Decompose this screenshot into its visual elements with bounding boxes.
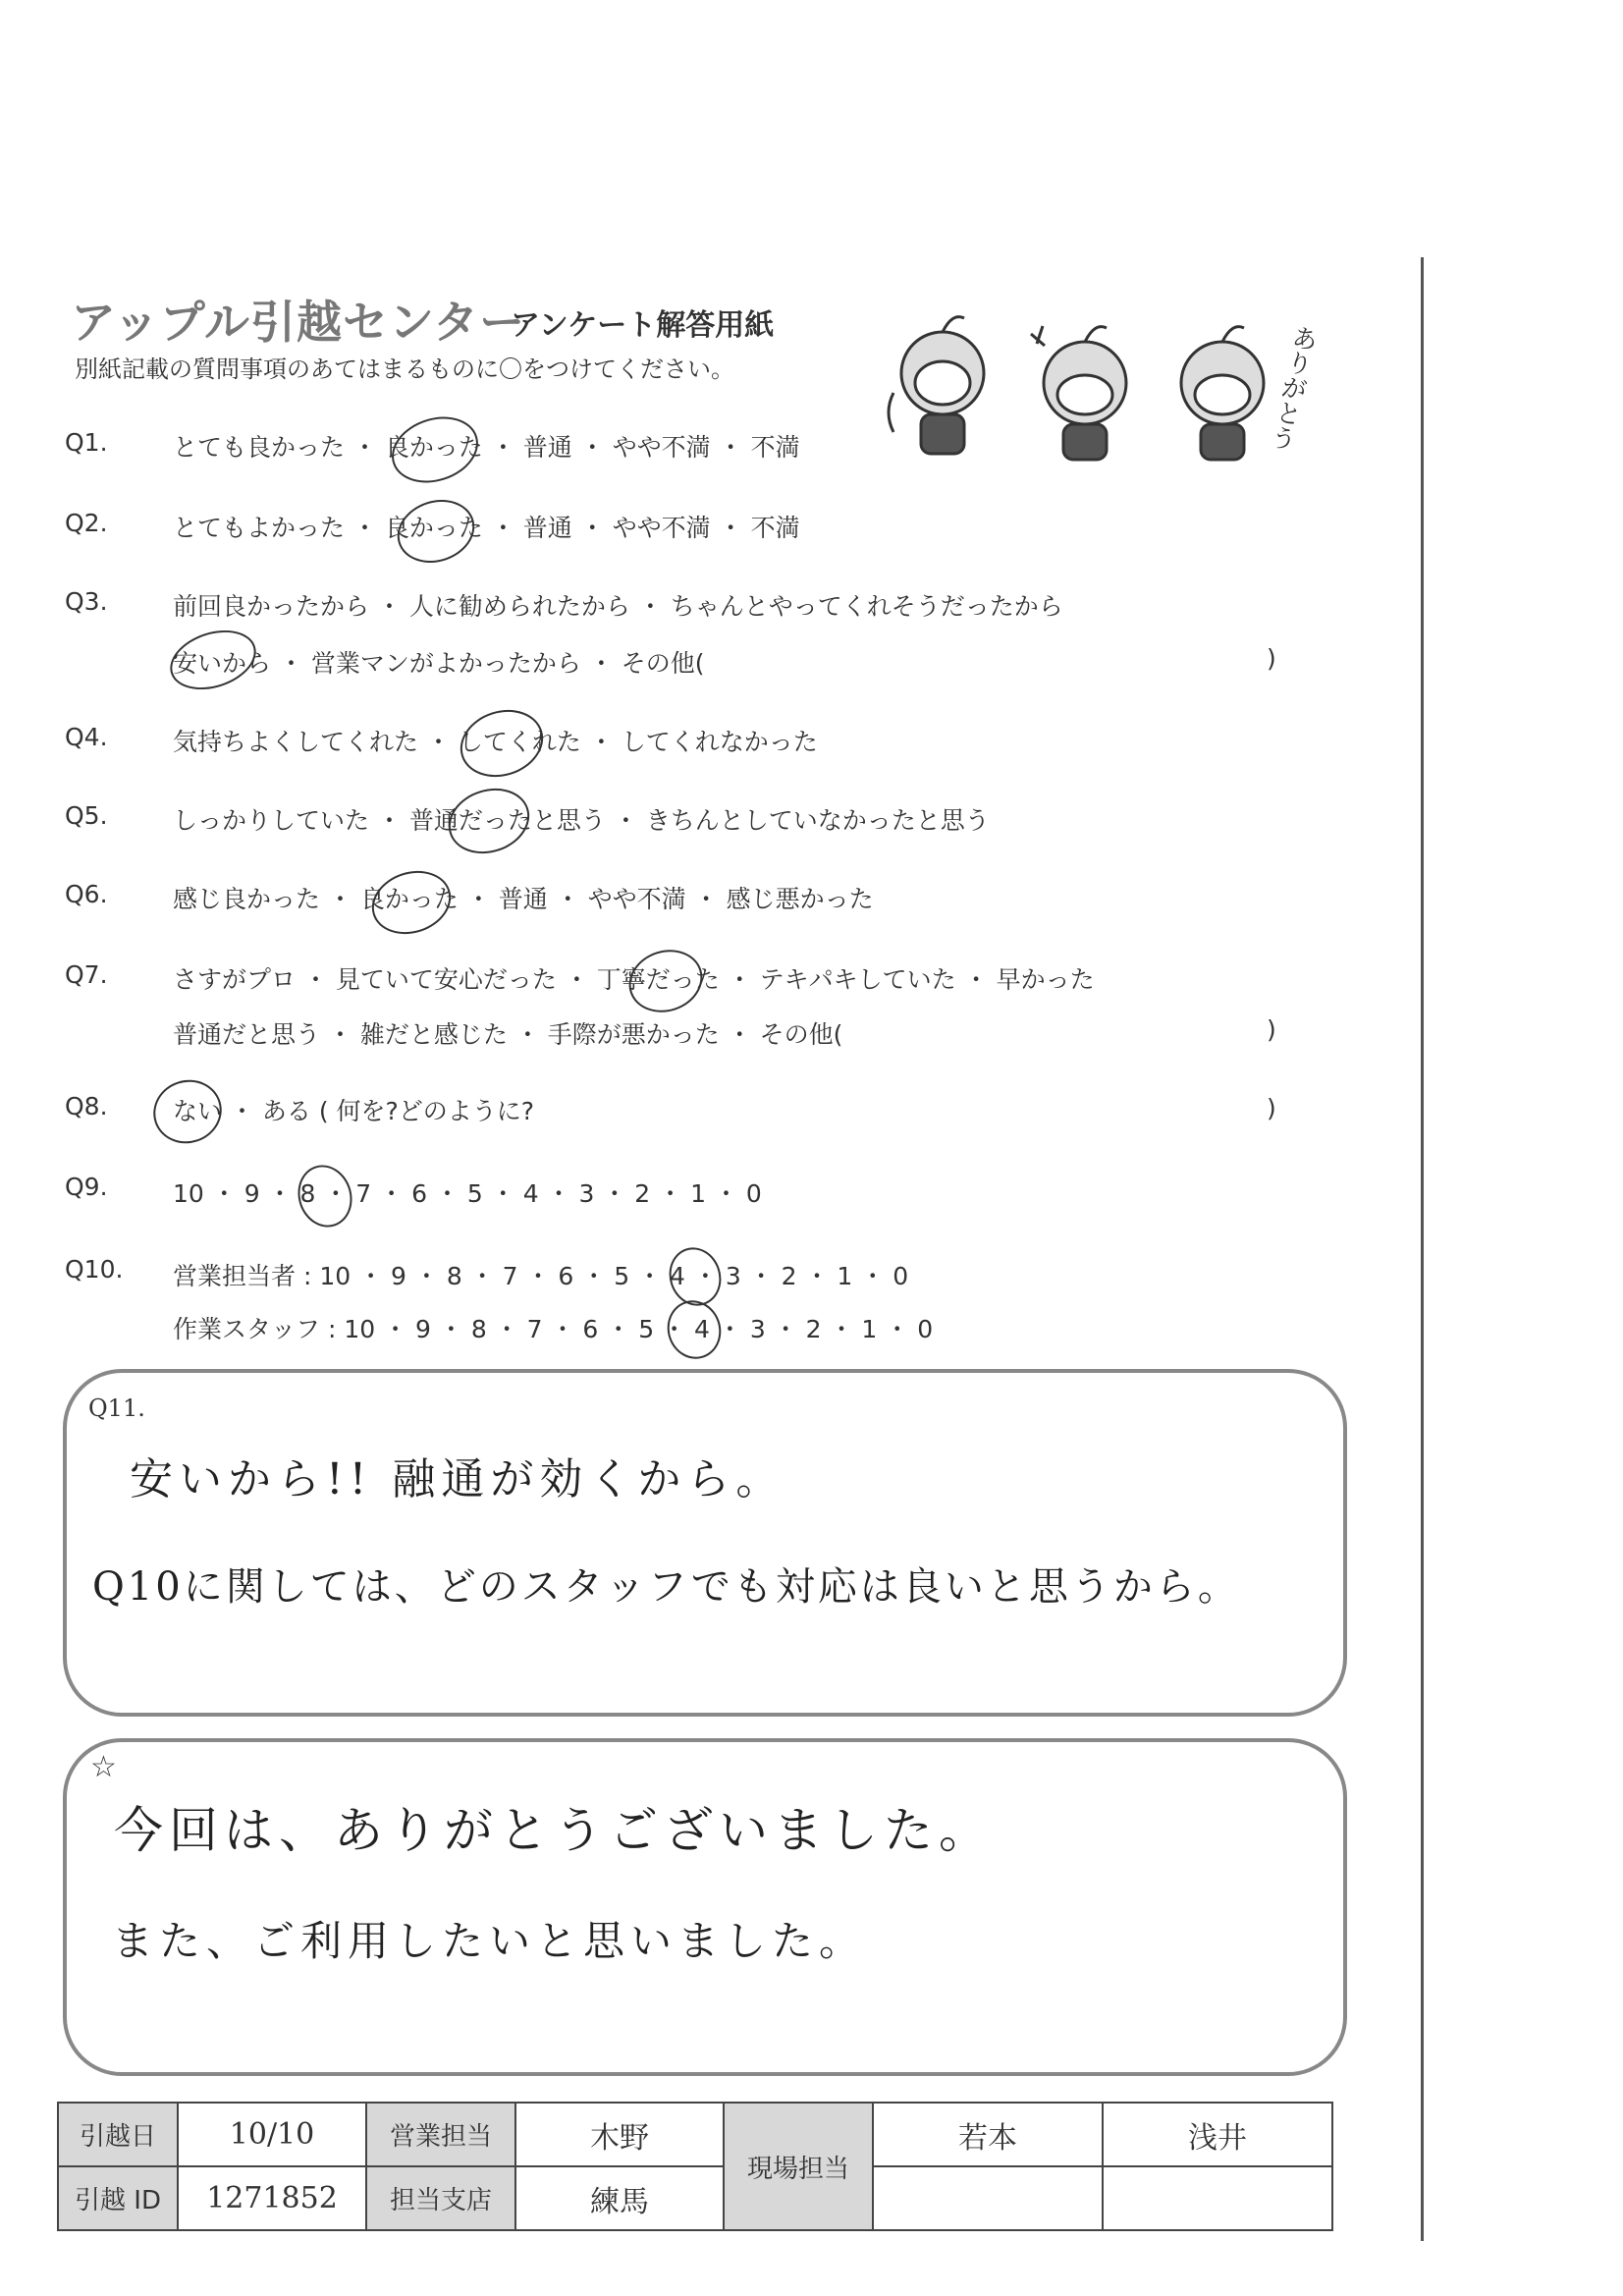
q7-label: Q7. — [65, 960, 108, 989]
branch-value: 練馬 — [515, 2166, 724, 2230]
q1-options: とても良かった ・ 良かった ・ 普通 ・ やや不満 ・ 不満 — [173, 433, 800, 462]
q10-label: Q10. — [65, 1255, 124, 1284]
q9-label: Q9. — [65, 1173, 108, 1201]
comment-line1: 今回は、ありがとうございました。 — [114, 1802, 994, 1859]
mascot-thanks-text: ありがとう — [1265, 322, 1322, 454]
comment-line2: また、ご利用したいと思いました。 — [112, 1917, 867, 1965]
q3-options-line1: 前回良かったから ・ 人に勧められたから ・ ちゃんとやってくれそうだったから — [173, 592, 1063, 621]
q3-label: Q3. — [65, 587, 108, 616]
sales-rep-label: 営業担当 — [366, 2103, 515, 2166]
q4-options: 気持ちよくしてくれた ・ してくれた ・ してくれなかった — [173, 728, 818, 756]
site-staff-empty-2 — [1103, 2166, 1332, 2230]
q8-close-paren: ) — [1267, 1094, 1276, 1122]
instruction-text: 別紙記載の質問事項のあてはまるものに〇をつけてください。 — [75, 355, 734, 383]
brand-title: アップル引越センター — [71, 296, 526, 349]
q5-selection-mark — [440, 779, 538, 864]
q3-selection-mark — [163, 620, 264, 699]
q6-selection-mark — [363, 861, 459, 944]
q6-options: 感じ良かった ・ 良かった ・ 普通 ・ やや不満 ・ 感じ悪かった — [173, 885, 874, 913]
q11-answer-line2: Q10に関しては、どのスタッフでも対応は良いと思うから。 — [92, 1564, 1240, 1610]
site-staff-label: 現場担当 — [724, 2103, 873, 2230]
q5-options: しっかりしていた ・ 普通だったと思う ・ きちんとしていなかったと思う — [173, 806, 990, 835]
q8-options: ない ・ ある ( 何を?どのように? — [173, 1097, 535, 1125]
sales-rep-value: 木野 — [515, 2103, 724, 2166]
site-staff-empty-1 — [873, 2166, 1103, 2230]
q11-answer-line1: 安いから!! 融通が効くから。 — [130, 1454, 785, 1504]
q8-selection-mark — [145, 1071, 230, 1152]
site-staff-value-1: 若本 — [873, 2103, 1103, 2166]
move-date-label: 引越日 — [58, 2103, 178, 2166]
q7-options-line1: さすがプロ ・ 見ていて安心だった ・ 丁寧だった ・ テキパキしていた ・ 早かった — [173, 965, 1095, 994]
q10-sales-scale: 営業担当者 : 10 ・ 9 ・ 8 ・ 7 ・ 6 ・ 5 ・ 4 ・ 3 ・ 2 ・ 1 ・ 0 — [173, 1262, 909, 1290]
q5-label: Q5. — [65, 801, 108, 830]
q10-staff-scale: 作業スタッフ : 10 ・ 9 ・ 8 ・ 7 ・ 6 ・ 5 ・ 4 ・ 3 ・ 2 ・ 1 ・ 0 — [173, 1315, 934, 1343]
move-id-label: 引越 ID — [58, 2166, 178, 2230]
move-id-value: 1271852 — [178, 2166, 366, 2230]
q1-selection-mark — [383, 407, 486, 494]
q11-label: Q11. — [88, 1394, 145, 1422]
q9-scale: 10 ・ 9 ・ 8 ・ 7 ・ 6 ・ 5 ・ 4 ・ 3 ・ 2 ・ 1 ・ 0 — [173, 1179, 762, 1208]
mascot-2-icon — [1031, 326, 1126, 460]
q8-label: Q8. — [65, 1092, 108, 1121]
q11-comment-box — [63, 1369, 1347, 1717]
mascot-illustration — [874, 304, 1325, 471]
q4-label: Q4. — [65, 723, 108, 751]
q7-selection-mark — [621, 941, 710, 1021]
q4-selection-mark — [452, 699, 552, 787]
page-edge-line — [1421, 257, 1424, 2241]
free-comment-box — [63, 1738, 1347, 2076]
move-date-value: 10/10 — [178, 2103, 366, 2166]
mascot-1-icon — [889, 317, 984, 454]
q2-options: とてもよかった ・ 良かった ・ 普通 ・ やや不満 ・ 不満 — [173, 514, 800, 542]
q2-selection-mark — [389, 490, 482, 573]
site-staff-value-2: 浅井 — [1103, 2103, 1332, 2166]
q10-staff-selection-mark — [660, 1293, 729, 1366]
star-icon: ☆ — [90, 1750, 117, 1784]
branch-label: 担当支店 — [366, 2166, 515, 2230]
mascot-3-icon — [1181, 327, 1264, 460]
form-subtitle: アンケート解答用紙 — [511, 308, 775, 343]
q6-label: Q6. — [65, 880, 108, 908]
q7-close-paren: ) — [1267, 1015, 1276, 1044]
q2-label: Q2. — [65, 509, 108, 537]
q3-close-paren: ) — [1267, 644, 1276, 673]
move-info-table — [57, 2102, 1333, 2231]
q1-label: Q1. — [65, 428, 108, 457]
q9-selection-mark — [290, 1158, 359, 1234]
q3-options-line2: 安いから ・ 営業マンがよかったから ・ その他( — [173, 649, 705, 678]
q7-options-line2: 普通だと思う ・ 雑だと感じた ・ 手際が悪かった ・ その他( — [173, 1020, 843, 1049]
